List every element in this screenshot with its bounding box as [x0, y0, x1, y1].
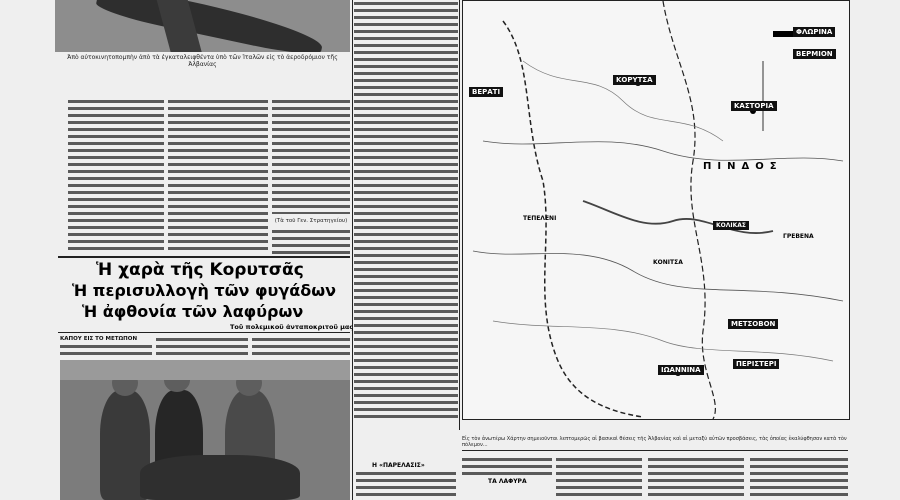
- spoils-heading: ΤΑ ΛΑΦΥΡΑ: [488, 478, 527, 485]
- map-label-grevena: ΓΡΕΒΕΝΑ: [783, 233, 814, 240]
- soldiers-photo: [60, 360, 350, 500]
- map-label-ioannina: ΙΩΑΝΝΙΝΑ: [658, 365, 704, 375]
- bottom-col-4: [648, 456, 744, 500]
- article-body-3: [252, 336, 350, 359]
- map-label-pindos: ΠΙΝΔΟΣ: [703, 161, 783, 172]
- headline-line-2: Ἡ περισυλλογὴ τῶν φυγάδων: [72, 281, 336, 300]
- map-caption-rule: [462, 450, 848, 451]
- dateline: ΚΑΠΟΥ ΕΙΣ ΤΟ ΜΕΤΩΠΟΝ: [60, 336, 138, 342]
- map-label-florina: ΦΛΩΡΙΝΑ: [793, 27, 835, 37]
- signature-line: (Τὰ τοῦ Γεν. Στρατηγείου): [274, 218, 348, 224]
- airplane-photo: [55, 0, 350, 52]
- map-label-tepeleni: ΤΕΠΕΛΕΝΙ: [523, 215, 557, 222]
- map-of-front: [462, 0, 850, 420]
- bottom-col-2: [462, 456, 552, 476]
- map-label-perister: ΠΕΡΙΣΤΕΡΙ: [733, 359, 779, 369]
- map-label-kastoria: ΚΑΣΤΟΡΙΑ: [731, 101, 777, 111]
- building-wall: [60, 360, 350, 380]
- map-label-metsovon: ΜΕΤΣΟΒΟΝ: [728, 319, 778, 329]
- map-caption: Εἰς τὸν ἀνωτέρω Χάρτην σημειοῦνται λεπτομερῶς αἱ βασικαὶ θέσεις τῆς Ἀλβανίας καὶ αἱ μεταξὺ αὐτῶν προσβάσεις, τὰς ὁποίας ἐκαλύφθησαν κατὰ τὸν πόλεμον...: [462, 436, 847, 448]
- bottom-col-3: [556, 456, 642, 500]
- map-label-kolikas: ΚΟΛΙΚΑΣ: [713, 221, 749, 230]
- article-column-2: [168, 98, 268, 254]
- article-column-3: [272, 98, 350, 214]
- map-label-vermion: ΒΕΡΜΙΟΝ: [793, 49, 836, 59]
- article-column-center: [354, 0, 458, 420]
- section-heading: Η «ΠΑΡΕΛΑΣΙΣ»: [372, 462, 425, 469]
- headline-line-1: Ἡ χαρὰ τῆς Κορυτσᾶς: [96, 260, 304, 280]
- byline-rule: [58, 332, 350, 333]
- bottom-col-5: [750, 456, 848, 500]
- soldier-figure: [140, 455, 300, 500]
- column-rule: [352, 0, 353, 500]
- article-body-1: [60, 343, 152, 359]
- map-label-berat: ΒΕΡΑΤΙ: [469, 87, 503, 97]
- map-label-konitsa: ΚΟΝΙΤΣΑ: [653, 259, 683, 266]
- headline-rule-top: [58, 256, 350, 258]
- byline: Τοῦ πολεμικοῦ ἀνταποκριτοῦ μας: [230, 323, 354, 331]
- article-column-3b: [272, 228, 350, 254]
- photo-caption: Ἀπὸ αὐτοκινητοπομπὴν ἀπὸ τὰ ἐγκαταλειφθέντα ὑπὸ τῶν Ἰταλῶν εἰς τὸ ἀεροδρόμιον τῆς Ἀλβανίας: [67, 54, 338, 68]
- bottom-col-1: [356, 470, 456, 500]
- airplane-fuselage: [94, 0, 325, 52]
- headline-line-3: Ἡ ἀφθονία τῶν λαφύρων: [82, 302, 304, 321]
- column-rule: [459, 0, 460, 430]
- article-body-2: [156, 336, 248, 359]
- map-label-korytsa: ΚΟΡΥΤΣΑ: [613, 75, 656, 85]
- article-column-1: [68, 98, 164, 254]
- map-drawing: [463, 1, 849, 419]
